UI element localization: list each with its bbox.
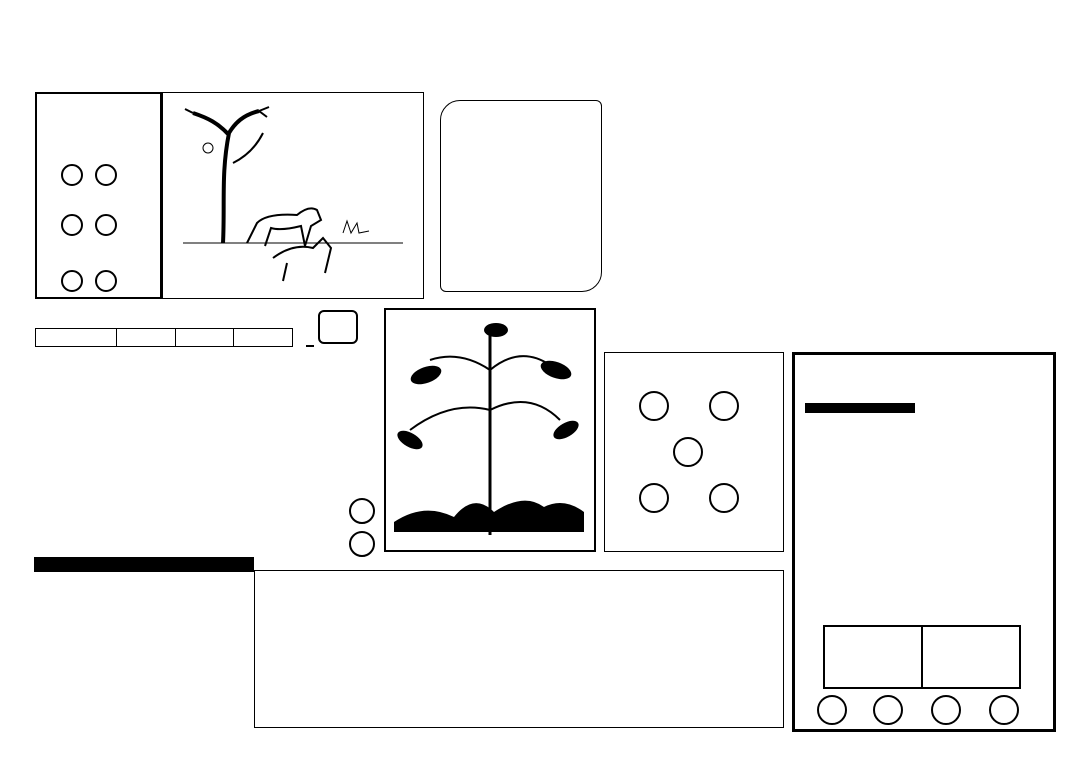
col-header bbox=[117, 329, 176, 347]
plant-drawing bbox=[386, 310, 594, 550]
harmony-horse bbox=[639, 391, 669, 421]
goat-illustration bbox=[162, 92, 424, 299]
history-title-bar bbox=[34, 557, 254, 572]
gate-table bbox=[35, 328, 293, 347]
col-header bbox=[36, 329, 117, 347]
catch-wave-label bbox=[306, 345, 314, 347]
green-ball-1 bbox=[61, 270, 83, 292]
harmony-pig bbox=[639, 483, 669, 513]
catch-wave-icon bbox=[318, 310, 358, 344]
strategy-ball-1 bbox=[817, 695, 847, 725]
blue-ball-2 bbox=[95, 164, 117, 186]
goat-tree-drawing bbox=[163, 93, 423, 298]
red-ball-2 bbox=[95, 214, 117, 236]
harmony-ox bbox=[673, 437, 703, 467]
col-header bbox=[234, 329, 293, 347]
harmony-goat bbox=[709, 483, 739, 513]
scroll-box bbox=[440, 100, 602, 292]
harmony-box bbox=[604, 352, 784, 552]
history-grid bbox=[254, 570, 784, 728]
open-box-1 bbox=[823, 625, 923, 689]
red-ball-1 bbox=[61, 214, 83, 236]
blue-ball-1 bbox=[61, 164, 83, 186]
green-ball-2 bbox=[95, 270, 117, 292]
strategy-box bbox=[792, 352, 1056, 732]
open-box-2 bbox=[921, 625, 1021, 689]
strategy-ball-2 bbox=[873, 695, 903, 725]
catch-ball-2 bbox=[349, 531, 375, 557]
catch-ball-1 bbox=[349, 498, 375, 524]
col-header bbox=[175, 329, 234, 347]
strategy-ball-3 bbox=[931, 695, 961, 725]
provider-box bbox=[35, 92, 162, 299]
zodiac-box bbox=[384, 308, 596, 552]
strategy-ball-4 bbox=[989, 695, 1019, 725]
harmony-monkey bbox=[709, 391, 739, 421]
strategy-banner bbox=[805, 403, 915, 413]
